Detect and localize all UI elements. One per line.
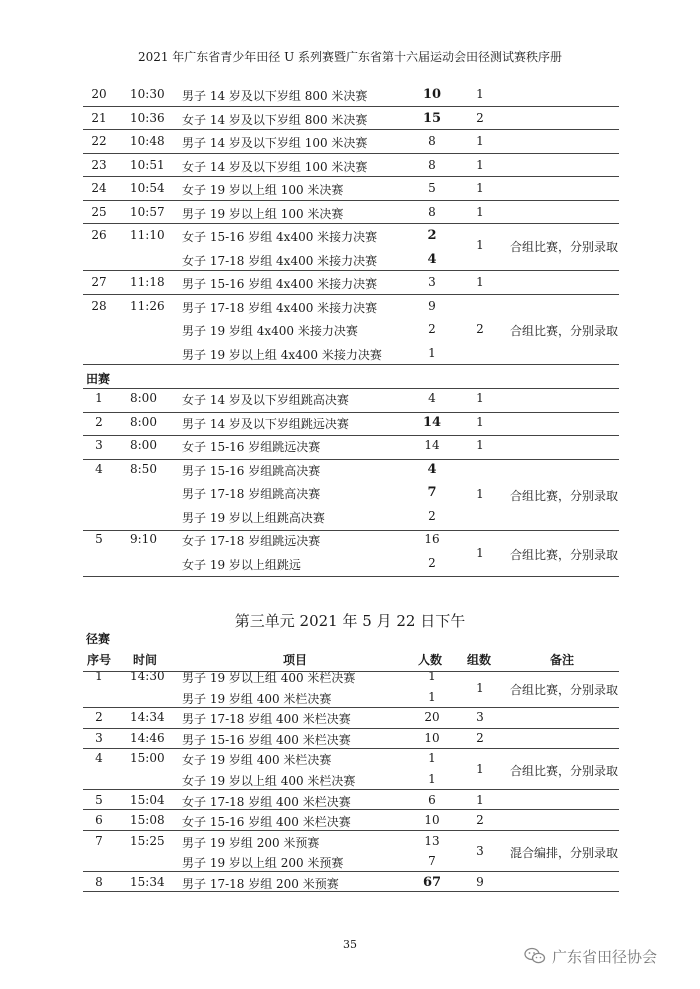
merged-cell (0, 678, 700, 700)
merged-cell (0, 235, 700, 257)
row-divider (83, 153, 619, 154)
cell-no: 3 (95, 438, 103, 452)
row-divider (83, 106, 619, 107)
cell-groups: 1 (476, 391, 484, 405)
cell-no: 7 (95, 833, 103, 848)
table-row (0, 202, 700, 224)
table-row (0, 388, 700, 410)
page-number: 35 (343, 938, 357, 951)
cell-count: 4 (428, 391, 436, 405)
cell-count: 8 (428, 204, 436, 219)
merged-cell (0, 841, 700, 863)
cell-no: 2 (95, 710, 103, 725)
cell-count: 1 (428, 772, 436, 786)
cell-item: 男子 19 岁组 4x400 米接力决赛 (182, 324, 358, 338)
watermark-text: 广东省田径协会 (552, 948, 658, 966)
cell-count: 1 (428, 345, 436, 360)
cell-note: 合组比赛，分别录取 (510, 683, 619, 697)
cell-count: 1 (428, 751, 436, 766)
cell-no: 24 (91, 181, 107, 195)
table-row (0, 296, 700, 318)
cell-count: 4 (427, 461, 437, 477)
cell-groups: 1 (476, 275, 484, 289)
cell-groups: 1 (476, 681, 484, 695)
cell-count: 14 (422, 414, 442, 430)
row-divider (83, 576, 619, 577)
cell-item: 男子 15-16 岁组 400 米栏决赛 (182, 732, 351, 747)
cell-no: 4 (95, 751, 103, 766)
row-divider (83, 891, 619, 892)
table-row (0, 343, 700, 365)
row-divider (83, 809, 619, 810)
cell-groups: 1 (476, 204, 484, 219)
cell-time: 14:46 (130, 730, 165, 745)
row-divider (83, 223, 619, 224)
cell-count: 1 (428, 689, 436, 704)
cell-time: 10:57 (130, 204, 165, 219)
row-divider (83, 707, 619, 708)
page-header: 2021 年广东省青少年田径 U 系列赛暨广东省第十六届运动会田径测试赛秩序册 (137, 50, 563, 64)
cell-item: 男子 19 岁以上组 200 米预赛 (182, 856, 344, 871)
cell-time: 15:08 (130, 813, 165, 828)
cell-groups: 3 (476, 710, 484, 725)
row-divider (83, 388, 619, 389)
cell-no: 1 (95, 669, 103, 683)
cell-count: 8 (428, 157, 436, 172)
cell-note: 合组比赛，分别录取 (510, 240, 619, 254)
table-row (0, 178, 700, 200)
cell-count: 10 (424, 813, 440, 828)
merged-cell (0, 759, 700, 781)
table-row (0, 108, 700, 130)
cell-item: 男子 14 岁及以下岁组跳远决赛 (182, 416, 349, 431)
cell-time: 8:50 (130, 461, 157, 476)
cell-no: 28 (91, 298, 107, 313)
table-row (0, 155, 700, 177)
cell-time: 10:54 (130, 181, 165, 195)
cell-no: 1 (95, 391, 103, 405)
cell-groups: 3 (476, 844, 484, 858)
cell-time: 10:51 (130, 157, 165, 172)
cell-item: 男子 19 岁以上组跳高决赛 (182, 510, 325, 525)
row-divider (83, 748, 619, 749)
cell-count: 7 (428, 854, 436, 869)
cell-time: 15:00 (130, 751, 165, 766)
cell-item: 男子 14 岁及以下岁组 800 米决赛 (182, 89, 368, 103)
cell-item: 女子 15-16 岁组跳远决赛 (182, 440, 321, 454)
row-divider (83, 200, 619, 201)
cell-item: 女子 19 岁以上组 100 米决赛 (182, 183, 344, 197)
cell-note: 合组比赛，分别录取 (510, 324, 619, 338)
cell-item: 女子 17-18 岁组 400 米栏决赛 (182, 794, 351, 809)
table-row (0, 810, 700, 832)
cell-item: 男子 14 岁及以下岁组 100 米决赛 (182, 136, 368, 150)
cell-count: 9 (428, 298, 436, 313)
cell-item: 女子 14 岁及以下岁组 100 米决赛 (182, 159, 368, 174)
cell-item: 男子 17-18 岁组 4x400 米接力决赛 (182, 300, 378, 315)
table-row (0, 435, 700, 457)
cell-count: 10 (424, 730, 440, 745)
table-row (0, 412, 700, 434)
cell-count: 1 (428, 669, 436, 683)
cell-no: 8 (95, 875, 103, 889)
cell-item: 女子 15-16 岁组 400 米栏决赛 (182, 815, 351, 830)
cell-groups: 1 (476, 414, 484, 429)
cell-item: 男子 19 岁以上组 4x400 米接力决赛 (182, 347, 382, 362)
row-divider (83, 728, 619, 729)
cell-groups: 9 (476, 875, 484, 889)
cell-groups: 1 (476, 181, 484, 195)
cell-count: 2 (427, 228, 437, 243)
cell-count: 7 (427, 485, 437, 500)
cell-groups: 2 (476, 813, 484, 828)
cell-no: 22 (91, 134, 107, 148)
cell-item: 男子 19 岁组 200 米预赛 (182, 835, 320, 850)
cell-groups: 1 (476, 546, 484, 560)
cell-count: 14 (424, 438, 440, 452)
col-header-item: 项目 (283, 653, 308, 667)
cell-count: 5 (428, 181, 436, 195)
cell-count: 10 (422, 87, 442, 102)
cell-count: 8 (428, 134, 436, 148)
col-header-groups: 组数 (467, 653, 492, 667)
cell-no: 6 (95, 813, 103, 828)
cell-item: 男子 15-16 岁组跳高决赛 (182, 463, 321, 478)
cell-groups: 2 (476, 322, 484, 336)
section-label-track: 径赛 (86, 632, 111, 646)
cell-count: 2 (428, 322, 436, 336)
cell-groups: 1 (476, 438, 484, 452)
cell-note: 合组比赛，分别录取 (510, 489, 619, 503)
cell-count: 15 (422, 110, 442, 126)
cell-time: 10:30 (130, 87, 165, 101)
cell-no: 21 (91, 110, 107, 125)
cell-no: 27 (91, 275, 107, 289)
cell-groups: 1 (476, 792, 484, 807)
row-divider (83, 412, 619, 413)
cell-item: 男子 19 岁组 400 米栏决赛 (182, 691, 332, 706)
cell-no: 23 (91, 157, 107, 172)
cell-note: 混合编排，分别录取 (510, 846, 619, 860)
cell-item: 女子 14 岁及以下岁组跳高决赛 (182, 393, 349, 407)
cell-time: 8:00 (130, 414, 157, 429)
cell-count: 67 (422, 875, 442, 890)
cell-no: 5 (95, 532, 103, 546)
cell-item: 女子 19 岁组 400 米栏决赛 (182, 753, 332, 768)
cell-groups: 1 (476, 762, 484, 776)
cell-groups: 1 (476, 87, 484, 101)
cell-item: 女子 14 岁及以下岁组 800 米决赛 (182, 112, 368, 127)
unit-title: 第三单元 2021 年 5 月 22 日下午 (234, 612, 466, 630)
cell-count: 4 (427, 251, 437, 267)
cell-groups: 2 (476, 110, 484, 125)
cell-item: 女子 17-18 岁组 4x400 米接力决赛 (182, 253, 378, 268)
cell-groups: 1 (476, 157, 484, 172)
cell-count: 16 (424, 532, 440, 546)
cell-no: 3 (95, 730, 103, 745)
cell-count: 2 (428, 555, 436, 570)
cell-item: 男子 15-16 岁组 4x400 米接力决赛 (182, 277, 378, 291)
row-divider (83, 459, 619, 460)
cell-time: 11:18 (130, 275, 165, 289)
cell-no: 20 (91, 87, 107, 101)
cell-item: 男子 19 岁以上组 100 米决赛 (182, 206, 344, 221)
cell-count: 3 (428, 275, 436, 289)
cell-groups: 1 (476, 134, 484, 148)
cell-item: 女子 15-16 岁组 4x400 米接力决赛 (182, 230, 378, 244)
cell-groups: 1 (476, 238, 484, 252)
cell-time: 10:48 (130, 134, 165, 148)
cell-item: 男子 17-18 岁组 200 米预赛 (182, 877, 339, 891)
cell-no: 25 (91, 204, 107, 219)
cell-count: 2 (428, 508, 436, 523)
row-divider (83, 789, 619, 790)
cell-time: 8:00 (130, 438, 157, 452)
cell-item: 男子 19 岁以上组 400 米栏决赛 (182, 671, 356, 685)
table-row (0, 728, 700, 750)
cell-item: 女子 17-18 岁组跳远决赛 (182, 534, 321, 548)
cell-no: 2 (95, 414, 103, 429)
merged-cell (0, 543, 700, 565)
cell-no: 26 (91, 228, 107, 242)
cell-item: 男子 17-18 岁组跳高决赛 (182, 487, 321, 501)
cell-no: 4 (95, 461, 103, 476)
table-row (0, 84, 700, 106)
cell-time: 15:04 (130, 792, 165, 807)
table-row (0, 707, 700, 729)
cell-time: 15:34 (130, 875, 165, 889)
cell-count: 13 (424, 833, 440, 848)
cell-item: 男子 17-18 岁组 400 米栏决赛 (182, 712, 351, 727)
row-divider (83, 435, 619, 436)
cell-item: 女子 19 岁以上组 400 米栏决赛 (182, 774, 356, 788)
cell-note: 合组比赛，分别录取 (510, 764, 619, 778)
cell-time: 8:00 (130, 391, 157, 405)
cell-count: 20 (424, 710, 440, 725)
cell-time: 10:36 (130, 110, 165, 125)
table-row (0, 506, 700, 528)
cell-item: 女子 19 岁以上组跳远 (182, 557, 301, 572)
wechat-icon (524, 947, 546, 965)
table-row (0, 131, 700, 153)
row-divider (83, 830, 619, 831)
col-header-note: 备注 (550, 653, 575, 667)
col-header-time: 时间 (133, 653, 158, 667)
row-divider (83, 364, 619, 365)
cell-count: 6 (428, 792, 436, 807)
cell-groups: 1 (476, 487, 484, 501)
row-divider (83, 176, 619, 177)
row-divider (83, 530, 619, 531)
row-divider (83, 294, 619, 295)
col-header-count: 人数 (418, 653, 443, 667)
cell-note: 合组比赛，分别录取 (510, 548, 619, 562)
cell-time: 15:25 (130, 833, 165, 848)
row-divider (83, 871, 619, 872)
merged-cell (0, 484, 700, 506)
cell-time: 9:10 (130, 532, 157, 546)
cell-time: 14:34 (130, 710, 165, 725)
cell-time: 11:10 (130, 228, 165, 242)
table-row (0, 272, 700, 294)
merged-cell (0, 319, 700, 341)
section-label-field: 田赛 (86, 372, 111, 386)
col-header-no: 序号 (87, 653, 112, 667)
cell-time: 11:26 (130, 298, 165, 313)
cell-groups: 2 (476, 730, 484, 745)
cell-no: 5 (95, 792, 103, 807)
cell-time: 14:30 (130, 669, 165, 683)
row-divider (83, 129, 619, 130)
table-row (0, 459, 700, 481)
row-divider (83, 671, 619, 672)
row-divider (83, 270, 619, 271)
